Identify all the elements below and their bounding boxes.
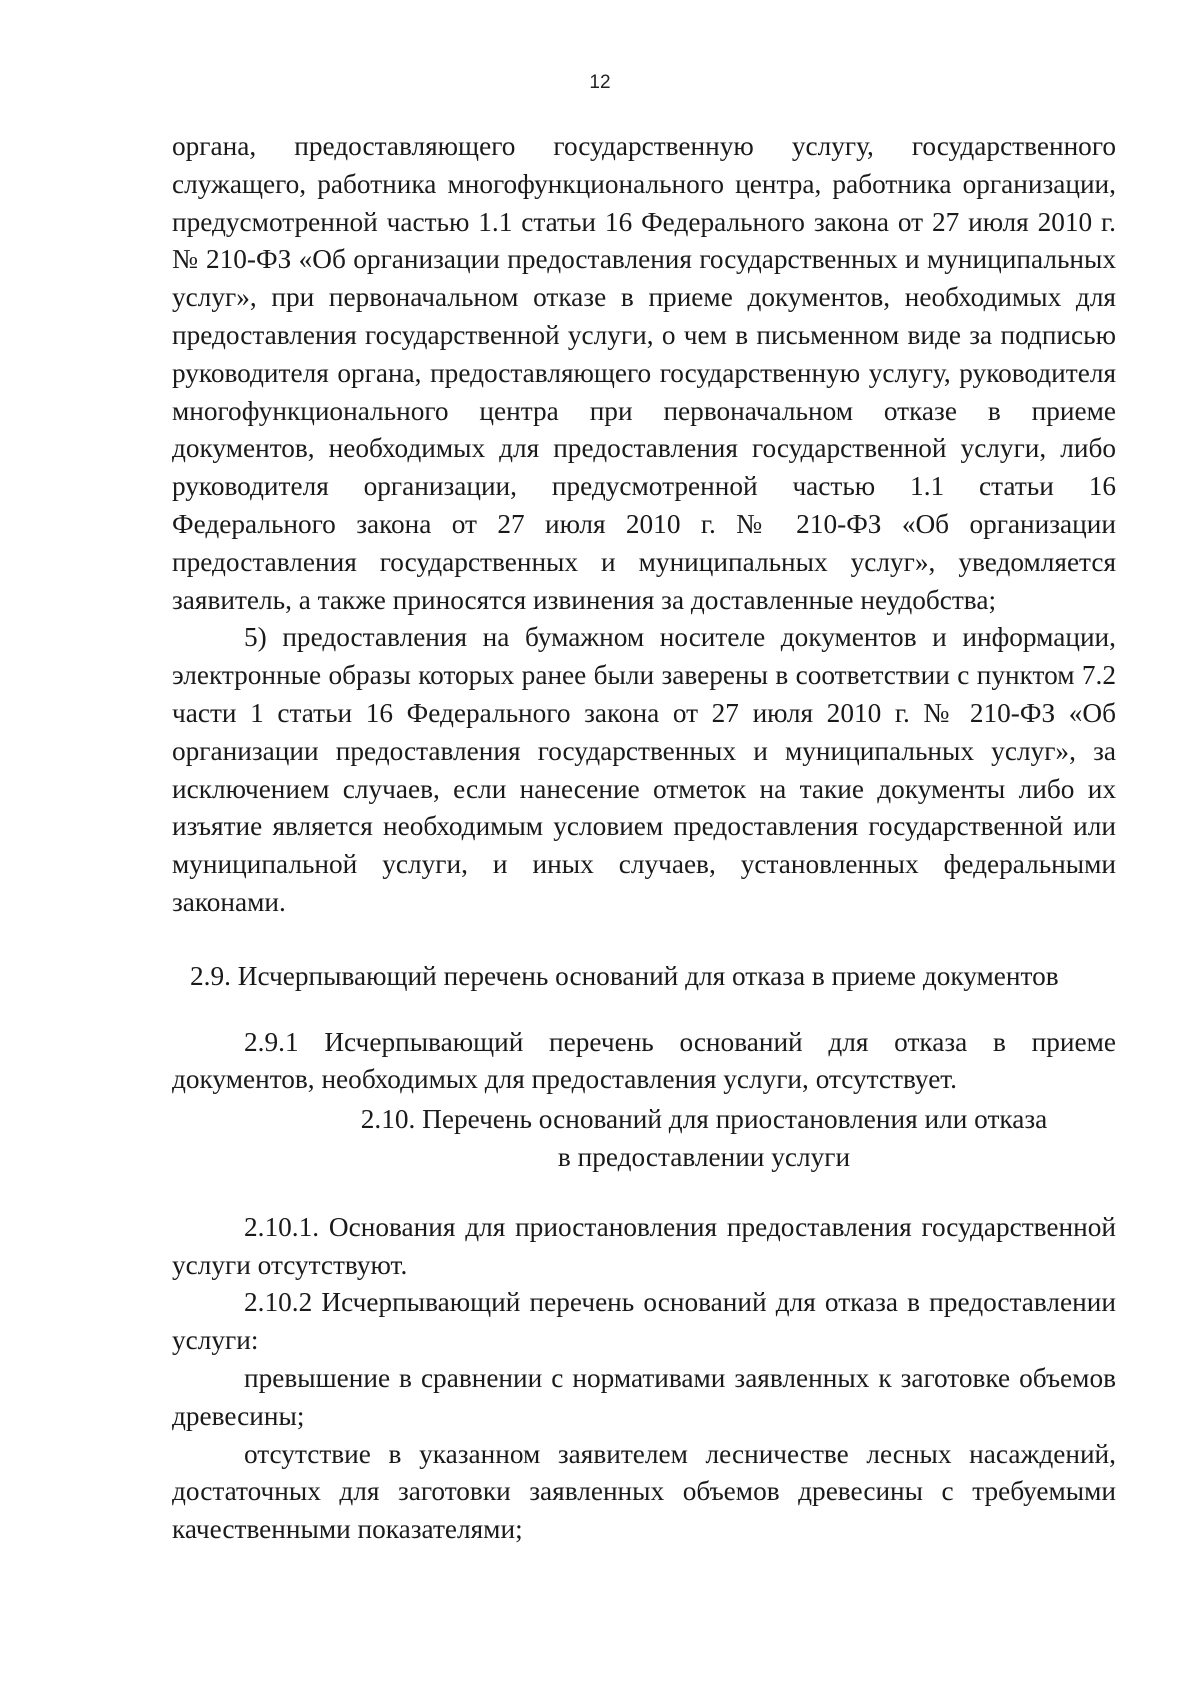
refusal-reason-no-plantations: отсутствие в указанном заявителем лесничестве лесных насаждений, достаточных для заготовки заявленных объемов древесины с требуемыми качественными показателями; xyxy=(172,1438,1116,1545)
section-heading-2-10-line-1: 2.10. Перечень оснований для приостановления или отказа xyxy=(360,1104,1048,1135)
paragraph-item-5-paper-documents: 5) предоставления на бумажном носителе документов и информации, электронные образы которых ранее были заверены в соответствии с пунктом 7.2 части 1 статьи 16 Федерального закона от 27 июля 2010 г. № 210-ФЗ «Об организации предоставления государственных и муниципальных услуг», за исключением случаев, если нанесение отметок на такие документы либо их изъятие является необходимым условием предоставления государственной или муниципальной услуги, и иных случаев, установленных федеральными законами. xyxy=(172,622,1116,917)
section-heading-2-9: 2.9. Исчерпывающий перечень оснований для отказа в приеме документов xyxy=(190,960,1059,991)
document-body xyxy=(172,128,1116,1549)
paragraph-2-10-1: 2.10.1. Основания для приостановления предоставления государственной услуги отсутствуют. xyxy=(172,1211,1116,1280)
section-heading-2-10 xyxy=(172,1101,1116,1177)
section-heading-2-10-line-2: в предоставлении услуги xyxy=(557,1141,851,1172)
refusal-reason-excess-volume: превышение в сравнении с нормативами заявленных к заготовке объемов древесины; xyxy=(172,1362,1116,1431)
page-number: 12 xyxy=(589,72,611,93)
paragraph-continued-refusal-notice: органа, предоставляющего государственную услугу, государственного служащего, работника многофункционального центра, работника организации, предусмотренной частью 1.1 статьи 16 Федерального закона от 27 июля 2010 г. № 210-ФЗ «Об организации предоставления государственных и муниципальных услуг», при первоначальном отказе в приеме документов, необходимых для предоставления государственной услуги, о чем в письменном виде за подписью руководителя органа, предоставляющего государственную услугу, руководителя многофункционального центра при первоначальном отказе в приеме документов, необходимых для предоставления государственной услуги, либо руководителя организации, предусмотренной частью 1.1 статьи 16 Федерального закона от 27 июля 2010 г. № 210-ФЗ «Об организации предоставления государственных и муниципальных услуг», уведомляется заявитель, а также приносятся извинения за доставленные неудобства; xyxy=(172,131,1116,615)
paragraph-2-9-1: 2.9.1 Исчерпывающий перечень оснований для отказа в приеме документов, необходимых для предоставления услуги, отсутствует. xyxy=(172,1026,1116,1095)
paragraph-2-10-2: 2.10.2 Исчерпывающий перечень оснований для отказа в предоставлении услуги: xyxy=(172,1287,1116,1356)
